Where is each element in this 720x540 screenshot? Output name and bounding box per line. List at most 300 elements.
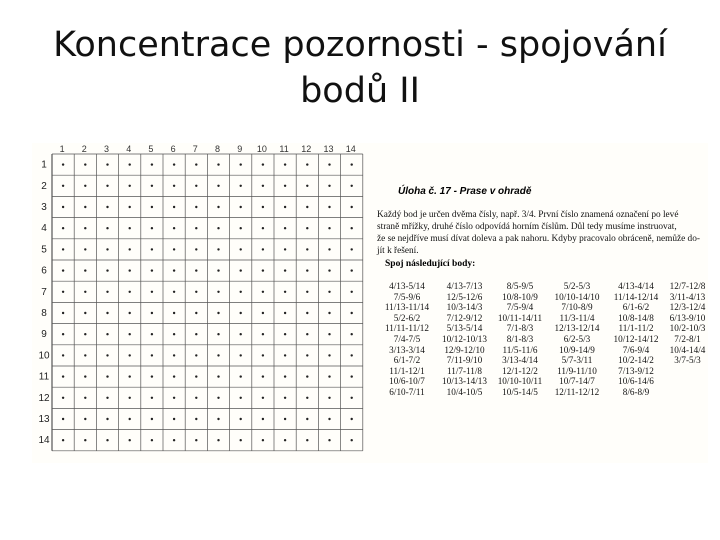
row-label: 4 [41, 223, 47, 235]
grid-dot [351, 418, 353, 420]
row-label: 5 [41, 244, 47, 256]
grid-dot [173, 206, 175, 208]
grid-dot [151, 375, 153, 377]
grid-dot [129, 354, 131, 356]
grid-dot [328, 439, 330, 441]
grid-dot [151, 397, 153, 399]
grid-dot [284, 418, 286, 420]
column-label: 13 [323, 144, 334, 154]
point-pair: 6/13-9/10 [669, 312, 706, 323]
point-pairs-column [548, 281, 606, 398]
task-description-line: straně mřížky, druhé číslo odpovídá horním číslům. Důl tedy musíme instruovat, [377, 222, 677, 232]
grid-dot [351, 333, 353, 335]
point-pair: 10/4-14/4 [669, 344, 706, 355]
grid-dot [84, 333, 86, 335]
point-pair: 4/13-4/14 [618, 281, 654, 291]
point-pair: 4/13-5/14 [389, 281, 425, 291]
grid-dot [240, 312, 242, 314]
grid-dot [306, 248, 308, 250]
column-label: 1 [59, 144, 65, 154]
grid-dot [84, 375, 86, 377]
grid-dot [306, 312, 308, 314]
point-pair: 11/11-11/12 [385, 323, 429, 334]
grid-dot [284, 333, 286, 335]
grid-dot [62, 333, 64, 335]
task-panel [377, 183, 707, 463]
point-pairs-column [666, 281, 709, 398]
grid-dot [84, 227, 86, 229]
point-pair: 6/1-7/2 [393, 355, 421, 366]
grid-dot [62, 375, 64, 377]
point-pair: 3/13-4/14 [502, 355, 538, 366]
point-pair: 10/8-14/8 [618, 312, 654, 323]
grid-dot [284, 397, 286, 399]
grid-dot [262, 291, 264, 293]
grid-dot [106, 248, 108, 250]
grid-dot [62, 354, 64, 356]
point-pair: 8/6-8/9 [622, 386, 650, 397]
column-label: 8 [214, 144, 221, 154]
point-pair: 10/4-10/5 [446, 386, 483, 397]
point-pair: 5/7-3/11 [561, 355, 593, 366]
point-pair: 11/5-11/6 [502, 344, 538, 355]
point-pair: 3/11-4/13 [669, 291, 706, 302]
grid-dot [151, 269, 153, 271]
grid-dot [351, 206, 353, 208]
grid-dot [262, 227, 264, 229]
point-pairs-table [377, 281, 709, 398]
point-pair: 8/5-9/5 [506, 281, 534, 291]
grid-dot [262, 333, 264, 335]
grid-dot [195, 185, 197, 187]
grid-dot [173, 163, 175, 165]
row-label: 13 [38, 414, 50, 425]
grid-dot [195, 312, 197, 314]
grid-dot [351, 397, 353, 399]
task-title: Úloha č. 17 - Prase v ohradě [398, 186, 532, 197]
row-label: 7 [41, 286, 47, 298]
grid-dot [351, 375, 353, 377]
grid-dot [240, 397, 242, 399]
grid-dot [262, 185, 264, 187]
grid-dot [151, 227, 153, 229]
grid-dot [328, 206, 330, 208]
grid-dot [262, 248, 264, 250]
grid-dot [173, 397, 175, 399]
grid-dot [151, 439, 153, 441]
grid-dot [240, 375, 242, 377]
point-pair: 11/13-11/14 [384, 302, 430, 313]
point-pair: 12/3-12/4 [669, 302, 706, 313]
row-label: 14 [38, 435, 50, 447]
grid-dot [129, 269, 131, 271]
row-label: 12 [38, 392, 50, 404]
grid-dot [62, 269, 64, 271]
point-pair: 3/7-5/3 [674, 355, 701, 366]
grid-dot [173, 354, 175, 356]
grid-dot [106, 269, 108, 271]
task-description-line: jít k řešení. [377, 246, 419, 256]
grid-dot [217, 397, 219, 399]
point-pair: 12/13-12/14 [554, 323, 600, 334]
grid-dot [129, 248, 131, 250]
grid-dot [173, 185, 175, 187]
grid-dot [173, 312, 175, 314]
grid-dot [284, 291, 286, 293]
point-pair: 10/5-14/5 [502, 386, 538, 397]
row-label: 9 [41, 329, 47, 341]
point-pair: 10/3-14/3 [446, 302, 483, 313]
grid-dot [62, 439, 64, 441]
point-pair: 7/5-9/6 [393, 291, 421, 302]
grid-dot [240, 333, 242, 335]
grid-dot [195, 291, 197, 293]
grid-dot [306, 418, 308, 420]
point-pair: 7/6-9/4 [622, 344, 650, 355]
grid-dot [84, 206, 86, 208]
grid-dot [328, 291, 330, 293]
grid-dot [106, 185, 108, 187]
grid-dot [240, 248, 242, 250]
row-label: 11 [38, 371, 50, 383]
grid-dot [351, 248, 353, 250]
grid-dot [195, 397, 197, 399]
grid-dot [62, 206, 64, 208]
grid-dot [129, 312, 131, 314]
point-pair: 8/1-8/3 [506, 333, 534, 344]
grid-dot [106, 354, 108, 356]
grid-dot [195, 248, 197, 250]
grid-dot [240, 185, 242, 187]
grid-dot [151, 163, 153, 165]
grid-dot [129, 333, 131, 335]
grid-dot [217, 163, 219, 165]
point-pair: 10/2-10/3 [669, 323, 706, 334]
grid-dot [173, 248, 175, 250]
grid-dot [328, 227, 330, 229]
point-pair: 6/1-6/2 [622, 302, 650, 313]
grid-dot [195, 163, 197, 165]
column-label: 2 [81, 144, 87, 154]
grid-dot [328, 248, 330, 250]
grid-dot [284, 227, 286, 229]
grid-dot [62, 397, 64, 399]
grid-dot [84, 163, 86, 165]
column-label: 5 [148, 144, 154, 154]
grid-dot [62, 248, 64, 250]
grid-dot [195, 439, 197, 441]
grid-dot [195, 375, 197, 377]
grid-dot [306, 185, 308, 187]
grid-dot [173, 418, 175, 420]
grid-dot [129, 163, 131, 165]
grid-dot [284, 375, 286, 377]
grid-dot [217, 206, 219, 208]
grid-dot [328, 397, 330, 399]
grid-dot [240, 163, 242, 165]
task-description-line: Každý bod je určen dvěma čísly, např. 3/4. První číslo znamená označení po levé [377, 210, 679, 220]
point-pair: 12/9-12/10 [444, 344, 485, 355]
grid-dot [240, 269, 242, 271]
grid-dot [217, 354, 219, 356]
grid-dot [240, 291, 242, 293]
point-pairs-column [437, 281, 492, 398]
grid-dot [306, 291, 308, 293]
grid-dot [106, 397, 108, 399]
grid-dot [84, 418, 86, 420]
task-description-line: že se nejdříve musí dívat doleva a pak nahoru. Kdyby pracovalo obráceně, nemůže do- [377, 234, 700, 244]
grid-dot [306, 163, 308, 165]
point-pair: 10/11-14/11 [497, 312, 543, 323]
grid-dot [351, 354, 353, 356]
task-subtitle: Spoj následující body: [385, 259, 476, 269]
dot-grid [32, 143, 380, 463]
grid-dot [284, 269, 286, 271]
grid-dot [106, 439, 108, 441]
grid-dot [173, 375, 175, 377]
grid-dot [129, 439, 131, 441]
grid-dot [173, 333, 175, 335]
grid-dot [240, 354, 242, 356]
grid-dot [129, 206, 131, 208]
point-pair: 11/1-12/1 [389, 365, 425, 376]
grid-dot [151, 291, 153, 293]
grid-dot [84, 354, 86, 356]
point-pair: 7/5-9/4 [506, 302, 534, 313]
grid-dot [151, 354, 153, 356]
grid-dot [351, 163, 353, 165]
grid-dot [306, 333, 308, 335]
point-pair: 12/1-12/2 [502, 365, 538, 376]
grid-dot [195, 269, 197, 271]
grid-dot [284, 439, 286, 441]
grid-dot [328, 354, 330, 356]
grid-dot [328, 375, 330, 377]
column-label: 11 [279, 144, 289, 154]
point-pair: 10/13-14/13 [442, 376, 487, 387]
point-pair: 7/12-9/12 [446, 312, 483, 323]
grid-dot [240, 439, 242, 441]
point-pair: 7/11-9/10 [446, 355, 483, 366]
point-pair: 11/9-11/10 [557, 365, 597, 376]
point-pair: 12/11-12/12 [554, 386, 600, 397]
grid-dot [129, 227, 131, 229]
grid-dot [284, 163, 286, 165]
grid-dot [62, 312, 64, 314]
row-label: 3 [41, 202, 47, 213]
row-label: 8 [41, 308, 47, 319]
point-pair: 7/1-8/3 [506, 323, 534, 334]
grid-dot [106, 163, 108, 165]
point-pair: 7/2-8/1 [674, 333, 701, 344]
grid-dot [217, 312, 219, 314]
grid-dot [151, 312, 153, 314]
grid-dot [62, 291, 64, 293]
grid-dot [217, 185, 219, 187]
grid-dot [217, 291, 219, 293]
grid-dot [262, 269, 264, 271]
grid-dot [262, 163, 264, 165]
grid-dot [328, 312, 330, 314]
grid-dot [106, 291, 108, 293]
point-pair: 12/7-12/8 [669, 281, 706, 291]
row-label: 1 [41, 159, 47, 171]
grid-dot [306, 269, 308, 271]
grid-dot [106, 312, 108, 314]
grid-dot [351, 312, 353, 314]
point-pair: 10/12-10/13 [442, 333, 487, 344]
grid-dot [351, 269, 353, 271]
column-label: 4 [126, 144, 132, 154]
grid-dot [173, 291, 175, 293]
column-label: 14 [345, 144, 356, 154]
point-pair: 3/13-3/14 [389, 344, 425, 355]
grid-dot [151, 333, 153, 335]
grid-dot [284, 206, 286, 208]
grid-dot [62, 418, 64, 420]
grid-dot [328, 418, 330, 420]
slide-title-line-2: bodů II [300, 71, 420, 111]
grid-dot [351, 291, 353, 293]
grid-dot [306, 397, 308, 399]
grid-dot [262, 354, 264, 356]
grid-dot [351, 439, 353, 441]
grid-dot [129, 418, 131, 420]
point-pair: 11/3-11/4 [559, 312, 595, 323]
column-label: 3 [103, 144, 110, 154]
grid-dot [173, 439, 175, 441]
grid-dot [195, 206, 197, 208]
grid-dot [173, 227, 175, 229]
point-pair: 11/1-11/2 [618, 323, 654, 334]
grid-dot [106, 227, 108, 229]
grid-dot [306, 375, 308, 377]
column-label: 12 [301, 144, 312, 154]
grid-dot [284, 354, 286, 356]
grid-dot [217, 375, 219, 377]
grid-dot [217, 227, 219, 229]
row-label: 2 [41, 180, 47, 192]
grid-dot [195, 354, 197, 356]
grid-dot [306, 206, 308, 208]
point-pairs-column [492, 281, 548, 398]
point-pair: 7/4-7/5 [393, 333, 421, 344]
point-pair: 10/9-14/9 [559, 344, 595, 355]
grid-dot [62, 227, 64, 229]
point-pairs-column [377, 281, 437, 398]
grid-dot [84, 269, 86, 271]
grid-dot [195, 333, 197, 335]
grid-dot [151, 185, 153, 187]
slide-title-line-1: Koncentrace pozornosti - spojování [53, 25, 667, 65]
grid-dot [262, 397, 264, 399]
column-label: 6 [170, 144, 176, 154]
grid-dot [217, 439, 219, 441]
grid-dot [84, 312, 86, 314]
grid-dot [217, 248, 219, 250]
grid-dot [240, 227, 242, 229]
point-pair: 12/5-12/6 [446, 291, 483, 302]
grid-dot [129, 375, 131, 377]
grid-dot [284, 312, 286, 314]
grid-dot [129, 397, 131, 399]
grid-dot [328, 333, 330, 335]
point-pair: 10/10-14/10 [554, 291, 600, 302]
grid-dot [84, 291, 86, 293]
point-pair: 10/10-10/11 [497, 376, 543, 387]
grid-dot [84, 397, 86, 399]
grid-dot [217, 269, 219, 271]
grid-dot [195, 227, 197, 229]
grid-dot [84, 248, 86, 250]
grid-dot [217, 418, 219, 420]
slide-title [40, 22, 680, 114]
grid-dot [262, 312, 264, 314]
point-pair: 10/2-14/2 [618, 355, 654, 366]
grid-dot [284, 185, 286, 187]
grid-dot [262, 418, 264, 420]
row-label: 10 [38, 350, 50, 362]
column-label: 10 [256, 144, 267, 154]
grid-dot [195, 418, 197, 420]
grid-dot [129, 291, 131, 293]
point-pair: 5/2-5/3 [563, 281, 591, 291]
grid-dot [106, 375, 108, 377]
grid-dot [306, 439, 308, 441]
grid-dot [173, 269, 175, 271]
column-label: 7 [192, 144, 198, 154]
grid-dot [306, 227, 308, 229]
grid-dot [151, 206, 153, 208]
grid-dot [217, 333, 219, 335]
grid-dot [240, 206, 242, 208]
grid-dot [262, 206, 264, 208]
grid-dot [84, 185, 86, 187]
grid-dot [306, 354, 308, 356]
grid-dot [106, 333, 108, 335]
point-pair: 6/10-7/11 [389, 386, 425, 397]
row-label: 6 [41, 265, 47, 277]
grid-dot [328, 163, 330, 165]
point-pair: 11/14-12/14 [613, 291, 659, 302]
grid-dot [240, 418, 242, 420]
grid-dot [106, 418, 108, 420]
point-pair: 6/2-5/3 [563, 333, 591, 344]
dot-grid-svg [32, 143, 380, 463]
grid-dot [284, 248, 286, 250]
point-pairs-column [606, 281, 666, 398]
scanned-worksheet [32, 143, 708, 463]
grid-dot [84, 439, 86, 441]
point-pair: 10/8-10/9 [502, 291, 538, 302]
point-pair: 4/13-7/13 [446, 281, 483, 291]
grid-dot [351, 185, 353, 187]
point-pair: 10/6-10/7 [389, 376, 425, 387]
grid-dot [351, 227, 353, 229]
grid-dot [129, 185, 131, 187]
point-pair: 5/2-6/2 [393, 312, 421, 323]
point-pair: 10/6-14/6 [618, 376, 654, 387]
grid-dot [328, 269, 330, 271]
point-pair: 7/13-9/12 [618, 365, 654, 376]
point-pair: 11/7-11/8 [446, 365, 483, 376]
column-label: 9 [237, 144, 243, 154]
point-pair: 10/7-14/7 [559, 376, 595, 387]
grid-dot [151, 248, 153, 250]
grid-dot [151, 418, 153, 420]
grid-dot [106, 206, 108, 208]
grid-dot [62, 185, 64, 187]
